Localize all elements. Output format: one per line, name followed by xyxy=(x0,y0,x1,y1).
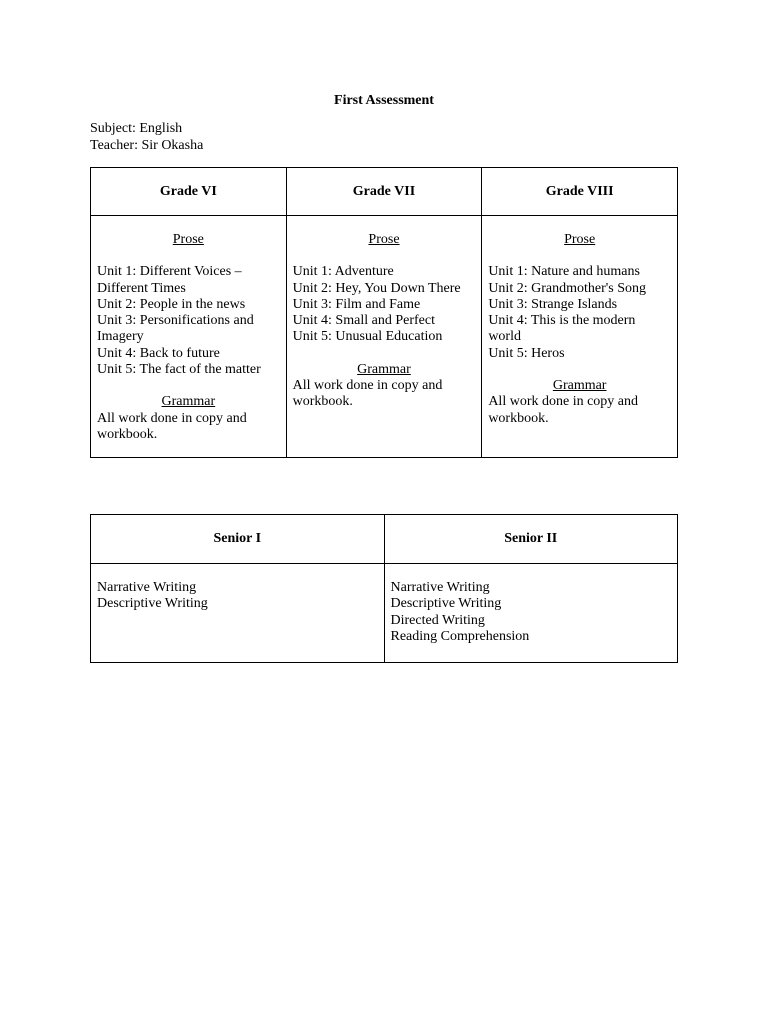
prose-heading: Prose xyxy=(564,232,596,247)
grades-header-row xyxy=(91,168,678,216)
senior-ii-cell xyxy=(384,564,678,663)
unit-item: Unit 2: People in the news xyxy=(97,296,246,312)
grammar-text: All work done in copy and workbook. xyxy=(292,378,443,410)
unit-item: Unit 4: Small and Perfect xyxy=(292,313,435,329)
list-item: Narrative Writing xyxy=(97,580,197,595)
grammar-heading: Grammar xyxy=(357,361,411,377)
senior-i-cell xyxy=(91,564,385,663)
grades-content-row xyxy=(91,216,678,458)
grade-vi-header: Grade VI xyxy=(91,168,287,216)
unit-item: Unit 3: Personifications and Imagery xyxy=(97,313,254,345)
grammar-text: All work done in copy and workbook. xyxy=(488,394,639,426)
unit-item: Unit 4: This is the modern world xyxy=(488,313,636,345)
unit-item: Unit 5: The fact of the matter xyxy=(97,362,261,378)
page-title: First Assessment xyxy=(334,93,434,108)
senior-ii-header: Senior II xyxy=(384,515,678,564)
list-item: Narrative Writing xyxy=(390,580,490,595)
senior-header-row xyxy=(91,515,678,564)
grammar-text: All work done in copy and workbook. xyxy=(97,410,247,442)
senior-table xyxy=(90,514,678,663)
grade-vii-cell xyxy=(286,216,482,458)
unit-item: Unit 2: Grandmother's Song xyxy=(488,280,646,296)
grade-viii-header: Grade VIII xyxy=(482,168,678,216)
list-item: Directed Writing xyxy=(390,612,485,628)
grammar-heading: Grammar xyxy=(552,378,607,394)
list-item: Descriptive Writing xyxy=(390,596,502,612)
teacher-line: Teacher: Sir Okasha xyxy=(90,138,204,153)
senior-content-row xyxy=(91,564,678,663)
unit-item: Unit 1: Different Voices – Different Times xyxy=(97,264,242,296)
subject-line: Subject: English xyxy=(90,121,183,136)
list-item: Descriptive Writing xyxy=(97,596,208,612)
unit-item: Unit 3: Strange Islands xyxy=(488,296,618,312)
grades-table xyxy=(90,167,678,458)
unit-item: Unit 1: Adventure xyxy=(292,264,394,280)
unit-item: Unit 5: Heros xyxy=(488,345,565,361)
list-item: Reading Comprehension xyxy=(390,628,530,644)
prose-heading: Prose xyxy=(172,232,204,247)
document-meta xyxy=(90,120,203,154)
unit-item: Unit 4: Back to future xyxy=(97,345,220,361)
unit-item: Unit 3: Film and Fame xyxy=(292,296,421,312)
prose-heading: Prose xyxy=(368,232,400,247)
grade-viii-cell xyxy=(482,216,678,458)
grammar-heading: Grammar xyxy=(161,394,216,410)
grade-vii-header: Grade VII xyxy=(286,168,482,216)
unit-item: Unit 2: Hey, You Down There xyxy=(292,280,461,296)
unit-item: Unit 1: Nature and humans xyxy=(488,264,640,280)
unit-item: Unit 5: Unusual Education xyxy=(292,329,443,345)
grade-vi-cell xyxy=(91,216,287,458)
senior-i-header: Senior I xyxy=(91,515,385,564)
